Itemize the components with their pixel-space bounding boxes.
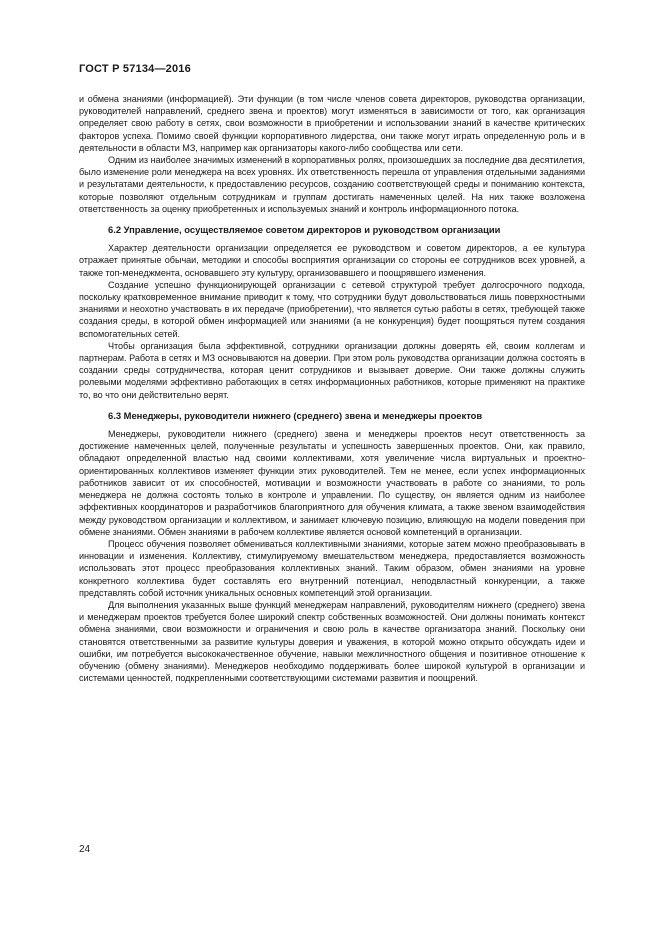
section-heading-6-3: 6.3 Менеджеры, руководители нижнего (среднего) звена и менеджеры проектов	[108, 409, 483, 421]
document-header: ГОСТ Р 57134—2016	[79, 63, 191, 75]
paragraph: Менеджеры, руководители нижнего (среднего) звена и менеджеры проектов несут ответственность за достижение намеченных целей, полученные результаты и успешность завершенных проектов. Они, как правило, обладают определенной властью над своими коллективами, хотя увеличение числа виртуальных и проектно-ориентированных коллективов изменяет функции этих руководителей. Тем не менее, если успех информационных работников зависит от их способностей, мотивации и возможности участвовать в работе со знаниями, то роль менеджера не должна состоять только в контроле и управлении. По существу, он является одним из наиболее эффективных координаторов и разработчиков благоприятного для обучения климата, а также звеном взаимодействия между руководством организации и коллективом, и занимает ключевую позицию, влияющую на модели поведения при обмене знаниями. Обмен знаниями в рабочем коллективе является основой компетенций в организации.	[79, 429, 585, 537]
page-number: 24	[79, 844, 91, 855]
paragraph: Процесс обучения позволяет обмениваться коллективными знаниями, которые затем можно преобразовывать в инновации и изменения. Коллективу, стимулируемому вмешательством менеджера, предоставляется возможность использовать этот процесс преобразования коллективных знаний. Таким образом, обмен знаниями на уровне конкретного коллектива будет составлять его внутренний потенциал, неподвластный конкуренции, а также представлять собой источник уникальных основных компетенций этой организации.	[79, 538, 585, 598]
paragraph: Для выполнения указанных выше функций менеджерам направлений, руководителям нижнего (среднего) звена и менеджерам проектов требуется более широкий спектр собственных возможностей. Они должны понимать контекст обмена знаниями, свои возможности и ограничения и свою роль в качестве организатора знаний. Поскольку они становятся ответственными за развитие культуры доверия и уважения, в которой можно открыто обсуждать идеи и ошибки, им потребуется высококачественное обучение, навыки межличностного общения и позитивное отношение к обучению (обмену знаниями). Менеджеров необходимо поддерживать более широкой культурой в организации и системами ценностей, подкрепленными соответствующими системами развития и поощрений.	[79, 599, 585, 684]
paragraph: Чтобы организация была эффективной, сотрудники организации должны доверять ей, своим коллегам и партнерам. Работа в сетях и МЗ основываются на доверии. При этом роль руководства организации должна состоять в создании среды сотрудничества, которая ценит сотрудников и вызывает доверие. Они также должны служить ролевыми моделями эффективно работающих в сетях информационных работников, которые применяют на практике то, во что они действительно верят.	[79, 340, 585, 400]
paragraph: Характер деятельности организации определяется ее руководством и советом директоров, а ее культура отражает принятые обычаи, методики и способы восприятия организации со стороны ее сотрудников всех уровней, а также топ-менеджмента, основавшего эту культуру, организовавшего и поощрявшего изменения.	[79, 243, 585, 278]
document-body	[79, 93, 585, 684]
paragraph: Одним из наиболее значимых изменений в корпоративных ролях, произошедших за последние два десятилетия, было изменение роли менеджера на всех уровнях. Их ответственность перешла от управления отдельными заданиями и результатами деятельности, к предоставлению ресурсов, созданию соответствующей среды и пониманию контекста, которые позволяют отдельным сотрудникам и группам достигать намеченных целей. На них также возложена ответственность за оценку приобретенных и используемых знаний и контроль информационного потока.	[79, 155, 585, 214]
paragraph: Создание успешно функционирующей организации с сетевой структурой требует долгосрочного подхода, поскольку кратковременное внимание приводит к тому, что сотрудники будут довольствоваться лишь поверхностными знаниями и неохотно участвовать в их передаче (приобретении), что является сутью работы в сетях, требующей также создания среды, в которой обмен информацией или знаниями (а не конкуренция) будет поощряться путем создания вспомогательных сетей.	[79, 279, 585, 339]
section-heading-6-2: 6.2 Управление, осуществляемое советом директоров и руководством организации	[108, 224, 501, 236]
paragraph-continuation: и обмена знаниями (информацией). Эти функции (в том числе членов совета директоров, руководства организации, руководителей направлений, среднего звена и проектов) могут изменяться в зависимости от того, как организация определяет свою работу в сетях, свои возможности в приобретении и использовании знаний в качестве критических факторов успеха. Помимо своей функции корпоративного лидерства, они также могут играть определенную роль и в деятельности в области МЗ, например как организаторы какого-либо сообщества или сети.	[79, 94, 585, 153]
